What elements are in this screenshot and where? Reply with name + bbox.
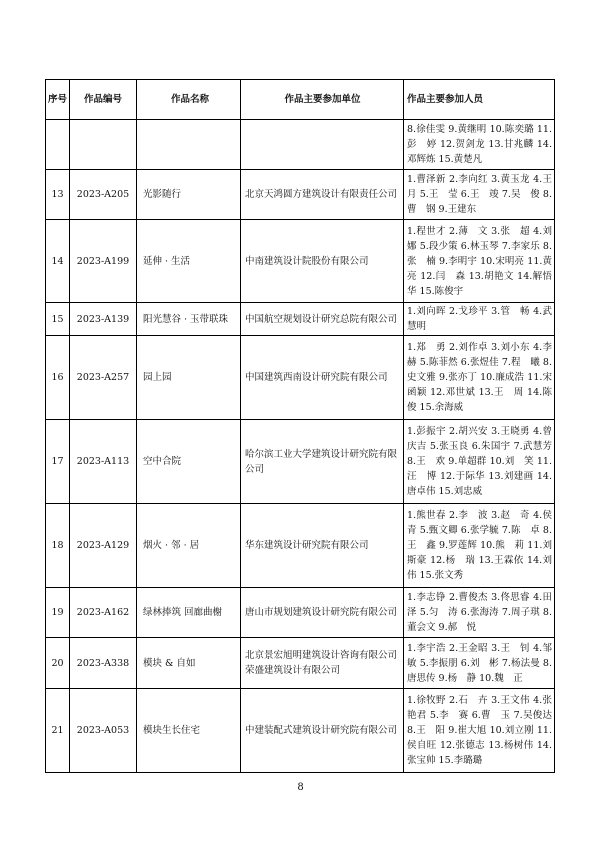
cell-code: 2023-A113 bbox=[70, 420, 137, 504]
cell-name: 烟火 · 邻 · 居 bbox=[137, 504, 241, 588]
table-row bbox=[46, 689, 555, 773]
cell-name: 阳光慧谷 · 玉带联珠 bbox=[137, 303, 241, 336]
table-row bbox=[46, 504, 555, 588]
table-row bbox=[46, 170, 555, 220]
page-number: 8 bbox=[297, 782, 304, 793]
cell-seq: 19 bbox=[46, 588, 70, 638]
cell-name: 绿林捧筑 回廊曲榭 bbox=[137, 588, 241, 638]
cell-people: 1.熊世春 2.李 波 3.赵 奇 4.侯青 5.甄文卿 6.张学毓 7.陈 卓 8.王 鑫 9.罗莲辉 10.熊 莉 11.刘斯豪 12.杨 瑞 13.王霖依 14.刘 伟 15.张文秀 bbox=[404, 504, 555, 588]
cell-units: 中国航空规划设计研究总院有限公司 bbox=[241, 303, 404, 336]
cell-code: 2023-A199 bbox=[70, 220, 137, 303]
cell-units: 北京景宏旭明建筑设计咨询有限公司 荣盛建筑设计有限公司 bbox=[241, 638, 404, 689]
table-row bbox=[46, 588, 555, 638]
cell-people: 1.徐牧野 2.石 卉 3.王文伟 4.张艳君 5.李 赛 6.曹 玉 7.吴俊达 8.王 阳 9.崔大旭 10.刘立刚 11.侯自旺 12.张德志 13.杨树伟 14.张宝帅 15.李璐璐 bbox=[404, 689, 555, 773]
cell-name: 空中合院 bbox=[137, 420, 241, 504]
cell-code bbox=[70, 120, 137, 170]
cell-name: 延伸 · 生活 bbox=[137, 220, 241, 303]
cell-seq: 20 bbox=[46, 638, 70, 689]
cell-units: 北京天鸿圆方建筑设计有限责任公司 bbox=[241, 170, 404, 220]
cell-people: 1.彭振宇 2.胡兴安 3.王晓勇 4.曾庆吉 5.张玉良 6.朱国宇 7.武慧芳 8.王 欢 9.单超群 10.刘 笑 11.汪 博 12.于际华 13.刘建画 14.唐卓伟 15.刘忠威 bbox=[404, 420, 555, 504]
cell-seq: 13 bbox=[46, 170, 70, 220]
cell-people: 1.李志铮 2.曹俊杰 3.佟思睿 4.田泽 5.匀 涛 6.张海涛 7.周子琪 8.董会文 9.郝 悦 bbox=[404, 588, 555, 638]
table-row bbox=[46, 638, 555, 689]
cell-seq: 15 bbox=[46, 303, 70, 336]
header-people: 作品主要参加人员 bbox=[404, 80, 555, 120]
header-units: 作品主要参加单位 bbox=[241, 80, 404, 120]
cell-code: 2023-A338 bbox=[70, 638, 137, 689]
cell-seq: 14 bbox=[46, 220, 70, 303]
cell-code: 2023-A257 bbox=[70, 336, 137, 420]
cell-people: 8.徐佳雯 9.黄继明 10.陈奕璐 11.彭 婷 12.贺剑龙 13.甘兆麟 14.邓辉炼 15.黄楚凡 bbox=[404, 120, 555, 170]
cell-people: 1.郑 勇 2.刘作卓 3.刘小东 4.李赫 5.陈菲然 6.张煜佳 7.程 曦 8.史文雅 9.张亦丁 10.廉成浩 11.宋函颖 12.邓世斌 13.王 周 14.陈 俊 15.余海威 bbox=[404, 336, 555, 420]
cell-seq: 17 bbox=[46, 420, 70, 504]
header-code: 作品编号 bbox=[70, 80, 137, 120]
cell-units: 中南建筑设计院股份有限公司 bbox=[241, 220, 404, 303]
cell-units: 中国建筑西南设计研究院有限公司 bbox=[241, 336, 404, 420]
cell-name bbox=[137, 120, 241, 170]
cell-name: 光影随行 bbox=[137, 170, 241, 220]
cell-name: 模块 & 自如 bbox=[137, 638, 241, 689]
table-row bbox=[46, 120, 555, 170]
cell-code: 2023-A053 bbox=[70, 689, 137, 773]
cell-units: 唐山市规划建筑设计研究院有限公司 bbox=[241, 588, 404, 638]
header-name: 作品名称 bbox=[137, 80, 241, 120]
table-row bbox=[46, 303, 555, 336]
header-row bbox=[46, 80, 555, 120]
cell-code: 2023-A205 bbox=[70, 170, 137, 220]
cell-people: 1.程世才 2.薄 文 3.张 超 4.刘娜 5.段少策 6.林玉琴 7.李家乐 8.张 楠 9.李明宇 10.宋明亮 11.黄 亮 12.闫 森 13.胡艳文 14.解悟华 15.陈俊宇 bbox=[404, 220, 555, 303]
cell-code: 2023-A129 bbox=[70, 504, 137, 588]
header-seq: 序号 bbox=[46, 80, 70, 120]
cell-seq: 21 bbox=[46, 689, 70, 773]
cell-units: 华东建筑设计研究院有限公司 bbox=[241, 504, 404, 588]
cell-seq: 18 bbox=[46, 504, 70, 588]
cell-people: 1.曹泽新 2.李向红 3.黄玉龙 4.王月 5.王 莹 6.王 竣 7.吴 俊 8.曹 钢 9.王建东 bbox=[404, 170, 555, 220]
cell-units: 中建装配式建筑设计研究院有限公司 bbox=[241, 689, 404, 773]
cell-code: 2023-A162 bbox=[70, 588, 137, 638]
table-row bbox=[46, 420, 555, 504]
cell-seq: 16 bbox=[46, 336, 70, 420]
table-row bbox=[46, 220, 555, 303]
cell-name: 模块生长住宅 bbox=[137, 689, 241, 773]
cell-code: 2023-A139 bbox=[70, 303, 137, 336]
cell-name: 园上园 bbox=[137, 336, 241, 420]
cell-people: 1.李宇浩 2.王金昭 3.王 钊 4.邹敏 5.李振朋 6.刘 彬 7.杨法曼 8.唐思传 9.杨 静 10.魏 正 bbox=[404, 638, 555, 689]
table-row bbox=[46, 336, 555, 420]
cell-units: 哈尔滨工业大学建筑设计研究院有限公司 bbox=[241, 420, 404, 504]
awards-table bbox=[45, 79, 562, 773]
cell-seq bbox=[46, 120, 70, 170]
cell-people: 1.刘向晖 2.戈珍平 3.管 畅 4.武慧明 bbox=[404, 303, 555, 336]
cell-units bbox=[241, 120, 404, 170]
